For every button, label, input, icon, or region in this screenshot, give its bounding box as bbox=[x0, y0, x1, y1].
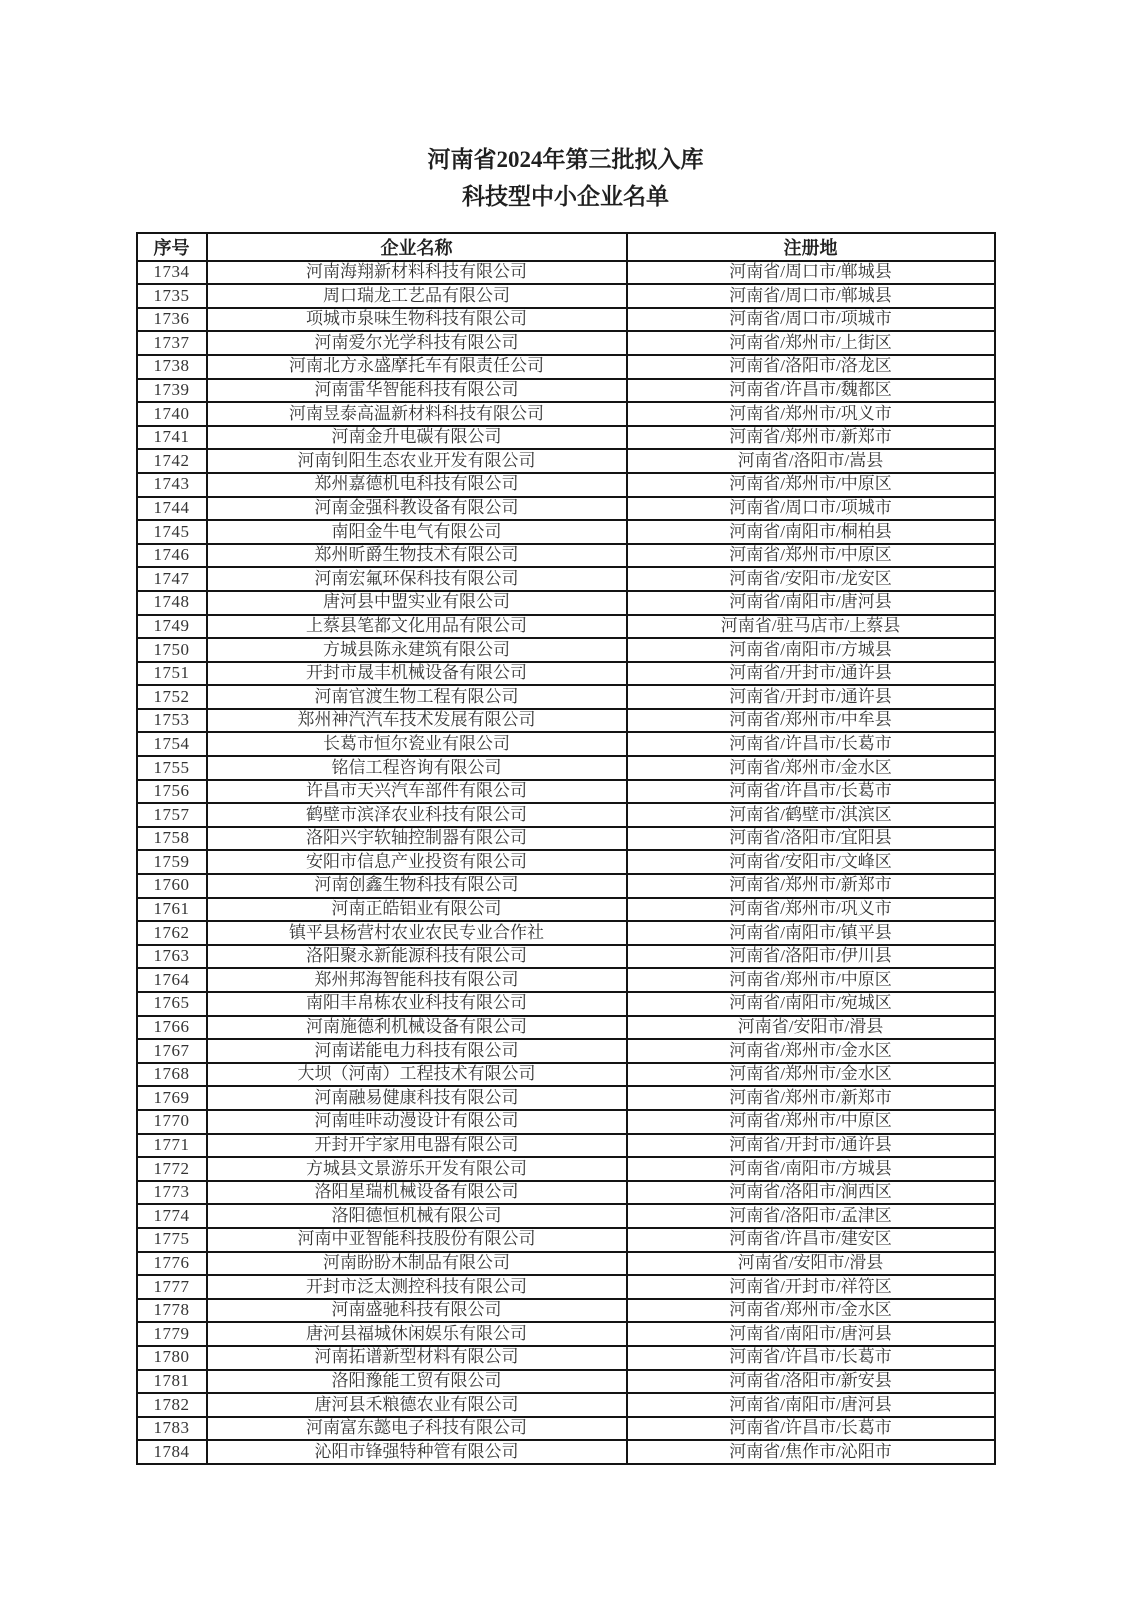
cell-region: 河南省/郑州市/中原区 bbox=[627, 968, 995, 992]
table-row bbox=[137, 1204, 995, 1228]
cell-region: 河南省/郑州市/中原区 bbox=[627, 1110, 995, 1134]
cell-company-name: 南阳丰帛栋农业科技有限公司 bbox=[207, 992, 627, 1016]
cell-region: 河南省/洛阳市/洛龙区 bbox=[627, 355, 995, 379]
cell-serial: 1764 bbox=[137, 968, 207, 992]
cell-region: 河南省/安阳市/滑县 bbox=[627, 1016, 995, 1040]
cell-serial: 1774 bbox=[137, 1204, 207, 1228]
document-title-line2: 科技型中小企业名单 bbox=[462, 183, 669, 209]
table-row bbox=[137, 1063, 995, 1087]
cell-company-name: 大坝（河南）工程技术有限公司 bbox=[207, 1063, 627, 1087]
cell-company-name: 洛阳兴宇软轴控制器有限公司 bbox=[207, 827, 627, 851]
cell-serial: 1748 bbox=[137, 591, 207, 615]
cell-serial: 1766 bbox=[137, 1016, 207, 1040]
cell-region: 河南省/安阳市/文峰区 bbox=[627, 850, 995, 874]
cell-company-name: 洛阳豫能工贸有限公司 bbox=[207, 1370, 627, 1394]
cell-company-name: 唐河县禾粮德农业有限公司 bbox=[207, 1393, 627, 1417]
cell-region: 河南省/南阳市/镇平县 bbox=[627, 921, 995, 945]
cell-region: 河南省/鹤壁市/淇滨区 bbox=[627, 803, 995, 827]
cell-region: 河南省/许昌市/长葛市 bbox=[627, 780, 995, 804]
cell-serial: 1768 bbox=[137, 1063, 207, 1087]
cell-region: 河南省/南阳市/方城县 bbox=[627, 638, 995, 662]
table-row bbox=[137, 638, 995, 662]
cell-region: 河南省/南阳市/唐河县 bbox=[627, 1393, 995, 1417]
cell-region: 河南省/周口市/项城市 bbox=[627, 497, 995, 521]
cell-region: 河南省/郑州市/巩义市 bbox=[627, 898, 995, 922]
table-row bbox=[137, 850, 995, 874]
cell-serial: 1755 bbox=[137, 756, 207, 780]
cell-serial: 1771 bbox=[137, 1134, 207, 1158]
table-row bbox=[137, 1228, 995, 1252]
cell-serial: 1749 bbox=[137, 615, 207, 639]
table-row bbox=[137, 355, 995, 379]
cell-company-name: 河南金升电碳有限公司 bbox=[207, 426, 627, 450]
cell-region: 河南省/郑州市/新郑市 bbox=[627, 1086, 995, 1110]
cell-company-name: 开封市晟丰机械设备有限公司 bbox=[207, 662, 627, 686]
cell-serial: 1742 bbox=[137, 449, 207, 473]
table-row bbox=[137, 1346, 995, 1370]
table-row bbox=[137, 331, 995, 355]
cell-region: 河南省/郑州市/金水区 bbox=[627, 1299, 995, 1323]
table-header-row bbox=[137, 233, 995, 261]
cell-region: 河南省/郑州市/中原区 bbox=[627, 473, 995, 497]
cell-company-name: 河南诺能电力科技有限公司 bbox=[207, 1039, 627, 1063]
cell-company-name: 洛阳星瑞机械设备有限公司 bbox=[207, 1181, 627, 1205]
table-row bbox=[137, 1134, 995, 1158]
cell-serial: 1735 bbox=[137, 284, 207, 308]
cell-region: 河南省/郑州市/新郑市 bbox=[627, 874, 995, 898]
table-row bbox=[137, 1181, 995, 1205]
table-row bbox=[137, 497, 995, 521]
cell-serial: 1767 bbox=[137, 1039, 207, 1063]
cell-company-name: 河南海翔新材料科技有限公司 bbox=[207, 261, 627, 285]
table-row bbox=[137, 402, 995, 426]
cell-serial: 1739 bbox=[137, 379, 207, 403]
cell-company-name: 河南雷华智能科技有限公司 bbox=[207, 379, 627, 403]
table-row bbox=[137, 662, 995, 686]
table-row bbox=[137, 1016, 995, 1040]
cell-region: 河南省/郑州市/新郑市 bbox=[627, 426, 995, 450]
cell-company-name: 沁阳市锋强特种管有限公司 bbox=[207, 1440, 627, 1464]
cell-region: 河南省/洛阳市/伊川县 bbox=[627, 945, 995, 969]
cell-serial: 1760 bbox=[137, 874, 207, 898]
table-row bbox=[137, 1440, 995, 1464]
cell-serial: 1776 bbox=[137, 1252, 207, 1276]
cell-company-name: 河南钊阳生态农业开发有限公司 bbox=[207, 449, 627, 473]
company-table bbox=[136, 232, 996, 1465]
cell-company-name: 郑州嘉德机电科技有限公司 bbox=[207, 473, 627, 497]
cell-company-name: 开封市泛太测控科技有限公司 bbox=[207, 1275, 627, 1299]
cell-serial: 1780 bbox=[137, 1346, 207, 1370]
table-row bbox=[137, 1086, 995, 1110]
cell-serial: 1765 bbox=[137, 992, 207, 1016]
cell-region: 河南省/郑州市/巩义市 bbox=[627, 402, 995, 426]
cell-region: 河南省/郑州市/金水区 bbox=[627, 1063, 995, 1087]
table-row bbox=[137, 379, 995, 403]
cell-region: 河南省/开封市/通许县 bbox=[627, 662, 995, 686]
cell-company-name: 河南哇咔动漫设计有限公司 bbox=[207, 1110, 627, 1134]
cell-serial: 1736 bbox=[137, 308, 207, 332]
table-row bbox=[137, 1157, 995, 1181]
table-row bbox=[137, 284, 995, 308]
table-row bbox=[137, 874, 995, 898]
cell-company-name: 河南昱泰高温新材料科技有限公司 bbox=[207, 402, 627, 426]
cell-region: 河南省/许昌市/长葛市 bbox=[627, 732, 995, 756]
cell-serial: 1740 bbox=[137, 402, 207, 426]
cell-serial: 1734 bbox=[137, 261, 207, 285]
document-title bbox=[0, 142, 1131, 216]
cell-company-name: 唐河县福城休闲娱乐有限公司 bbox=[207, 1322, 627, 1346]
cell-company-name: 铭信工程咨询有限公司 bbox=[207, 756, 627, 780]
cell-company-name: 郑州邦海智能科技有限公司 bbox=[207, 968, 627, 992]
cell-region: 河南省/驻马店市/上蔡县 bbox=[627, 615, 995, 639]
cell-region: 河南省/洛阳市/宜阳县 bbox=[627, 827, 995, 851]
table-row bbox=[137, 1322, 995, 1346]
cell-region: 河南省/开封市/通许县 bbox=[627, 685, 995, 709]
cell-company-name: 河南中亚智能科技股份有限公司 bbox=[207, 1228, 627, 1252]
cell-company-name: 许昌市天兴汽车部件有限公司 bbox=[207, 780, 627, 804]
cell-serial: 1763 bbox=[137, 945, 207, 969]
cell-company-name: 方城县文景游乐开发有限公司 bbox=[207, 1157, 627, 1181]
table-row bbox=[137, 968, 995, 992]
header-company-name: 企业名称 bbox=[207, 233, 627, 261]
table-row bbox=[137, 1252, 995, 1276]
table-row bbox=[137, 1110, 995, 1134]
table-row bbox=[137, 803, 995, 827]
table-row bbox=[137, 1370, 995, 1394]
header-region: 注册地 bbox=[627, 233, 995, 261]
table-row bbox=[137, 1393, 995, 1417]
cell-serial: 1784 bbox=[137, 1440, 207, 1464]
cell-serial: 1779 bbox=[137, 1322, 207, 1346]
cell-serial: 1778 bbox=[137, 1299, 207, 1323]
cell-company-name: 洛阳德恒机械有限公司 bbox=[207, 1204, 627, 1228]
cell-region: 河南省/安阳市/龙安区 bbox=[627, 567, 995, 591]
table-row bbox=[137, 591, 995, 615]
table-row bbox=[137, 449, 995, 473]
cell-company-name: 河南创鑫生物科技有限公司 bbox=[207, 874, 627, 898]
table-row bbox=[137, 426, 995, 450]
cell-company-name: 河南官渡生物工程有限公司 bbox=[207, 685, 627, 709]
cell-region: 河南省/周口市/郸城县 bbox=[627, 284, 995, 308]
cell-company-name: 唐河县中盟实业有限公司 bbox=[207, 591, 627, 615]
table-row bbox=[137, 898, 995, 922]
cell-serial: 1758 bbox=[137, 827, 207, 851]
cell-company-name: 开封开宇家用电器有限公司 bbox=[207, 1134, 627, 1158]
cell-serial: 1756 bbox=[137, 780, 207, 804]
cell-serial: 1775 bbox=[137, 1228, 207, 1252]
cell-serial: 1746 bbox=[137, 544, 207, 568]
cell-serial: 1750 bbox=[137, 638, 207, 662]
cell-company-name: 河南拓谱新型材料有限公司 bbox=[207, 1346, 627, 1370]
cell-serial: 1772 bbox=[137, 1157, 207, 1181]
table-row bbox=[137, 1417, 995, 1441]
cell-region: 河南省/洛阳市/嵩县 bbox=[627, 449, 995, 473]
cell-serial: 1770 bbox=[137, 1110, 207, 1134]
cell-company-name: 河南金强科教设备有限公司 bbox=[207, 497, 627, 521]
table-body bbox=[137, 261, 995, 1464]
cell-serial: 1751 bbox=[137, 662, 207, 686]
cell-serial: 1781 bbox=[137, 1370, 207, 1394]
cell-serial: 1744 bbox=[137, 497, 207, 521]
cell-serial: 1752 bbox=[137, 685, 207, 709]
cell-region: 河南省/许昌市/长葛市 bbox=[627, 1346, 995, 1370]
cell-company-name: 河南正皓铝业有限公司 bbox=[207, 898, 627, 922]
table-row bbox=[137, 709, 995, 733]
cell-region: 河南省/许昌市/建安区 bbox=[627, 1228, 995, 1252]
cell-region: 河南省/洛阳市/孟津区 bbox=[627, 1204, 995, 1228]
table-row bbox=[137, 732, 995, 756]
cell-company-name: 安阳市信息产业投资有限公司 bbox=[207, 850, 627, 874]
cell-region: 河南省/南阳市/宛城区 bbox=[627, 992, 995, 1016]
cell-serial: 1759 bbox=[137, 850, 207, 874]
cell-serial: 1753 bbox=[137, 709, 207, 733]
table-row bbox=[137, 945, 995, 969]
cell-company-name: 镇平县杨营村农业农民专业合作社 bbox=[207, 921, 627, 945]
cell-company-name: 上蔡县笔都文化用品有限公司 bbox=[207, 615, 627, 639]
table-row bbox=[137, 261, 995, 285]
cell-region: 河南省/开封市/祥符区 bbox=[627, 1275, 995, 1299]
cell-serial: 1762 bbox=[137, 921, 207, 945]
cell-region: 河南省/郑州市/中牟县 bbox=[627, 709, 995, 733]
cell-serial: 1747 bbox=[137, 567, 207, 591]
cell-region: 河南省/开封市/通许县 bbox=[627, 1134, 995, 1158]
cell-company-name: 河南施德利机械设备有限公司 bbox=[207, 1016, 627, 1040]
cell-region: 河南省/安阳市/滑县 bbox=[627, 1252, 995, 1276]
table-row bbox=[137, 1299, 995, 1323]
cell-region: 河南省/南阳市/唐河县 bbox=[627, 1322, 995, 1346]
cell-region: 河南省/周口市/项城市 bbox=[627, 308, 995, 332]
cell-serial: 1745 bbox=[137, 520, 207, 544]
table-row bbox=[137, 1039, 995, 1063]
cell-region: 河南省/南阳市/桐柏县 bbox=[627, 520, 995, 544]
table-row bbox=[137, 827, 995, 851]
table-row bbox=[137, 756, 995, 780]
cell-serial: 1738 bbox=[137, 355, 207, 379]
cell-company-name: 河南爱尔光学科技有限公司 bbox=[207, 331, 627, 355]
cell-serial: 1782 bbox=[137, 1393, 207, 1417]
cell-serial: 1741 bbox=[137, 426, 207, 450]
cell-company-name: 郑州昕爵生物技术有限公司 bbox=[207, 544, 627, 568]
cell-company-name: 河南北方永盛摩托车有限责任公司 bbox=[207, 355, 627, 379]
table-row bbox=[137, 473, 995, 497]
cell-region: 河南省/焦作市/沁阳市 bbox=[627, 1440, 995, 1464]
cell-company-name: 周口瑞龙工艺品有限公司 bbox=[207, 284, 627, 308]
cell-serial: 1757 bbox=[137, 803, 207, 827]
cell-company-name: 河南宏氟环保科技有限公司 bbox=[207, 567, 627, 591]
table-row bbox=[137, 520, 995, 544]
table-row bbox=[137, 780, 995, 804]
cell-serial: 1761 bbox=[137, 898, 207, 922]
cell-region: 河南省/洛阳市/涧西区 bbox=[627, 1181, 995, 1205]
cell-region: 河南省/郑州市/上街区 bbox=[627, 331, 995, 355]
cell-region: 河南省/许昌市/长葛市 bbox=[627, 1417, 995, 1441]
table-row bbox=[137, 544, 995, 568]
cell-serial: 1777 bbox=[137, 1275, 207, 1299]
cell-company-name: 南阳金牛电气有限公司 bbox=[207, 520, 627, 544]
cell-serial: 1743 bbox=[137, 473, 207, 497]
cell-company-name: 河南融易健康科技有限公司 bbox=[207, 1086, 627, 1110]
table-header bbox=[137, 233, 995, 261]
cell-serial: 1773 bbox=[137, 1181, 207, 1205]
cell-serial: 1737 bbox=[137, 331, 207, 355]
table-row bbox=[137, 921, 995, 945]
cell-region: 河南省/郑州市/金水区 bbox=[627, 1039, 995, 1063]
document-title-line1: 河南省2024年第三批拟入库 bbox=[427, 147, 704, 172]
cell-company-name: 郑州神汽汽车技术发展有限公司 bbox=[207, 709, 627, 733]
cell-serial: 1754 bbox=[137, 732, 207, 756]
cell-region: 河南省/南阳市/唐河县 bbox=[627, 591, 995, 615]
table-row bbox=[137, 567, 995, 591]
cell-region: 河南省/南阳市/方城县 bbox=[627, 1157, 995, 1181]
table-row bbox=[137, 685, 995, 709]
cell-region: 河南省/郑州市/中原区 bbox=[627, 544, 995, 568]
cell-company-name: 洛阳聚永新能源科技有限公司 bbox=[207, 945, 627, 969]
cell-company-name: 方城县陈永建筑有限公司 bbox=[207, 638, 627, 662]
cell-company-name: 长葛市恒尔瓷业有限公司 bbox=[207, 732, 627, 756]
table-row bbox=[137, 1275, 995, 1299]
table-row bbox=[137, 308, 995, 332]
cell-serial: 1783 bbox=[137, 1417, 207, 1441]
cell-region: 河南省/洛阳市/新安县 bbox=[627, 1370, 995, 1394]
cell-company-name: 鹤壁市滨泽农业科技有限公司 bbox=[207, 803, 627, 827]
cell-region: 河南省/周口市/郸城县 bbox=[627, 261, 995, 285]
header-serial: 序号 bbox=[137, 233, 207, 261]
cell-company-name: 河南盼盼木制品有限公司 bbox=[207, 1252, 627, 1276]
cell-company-name: 河南富东懿电子科技有限公司 bbox=[207, 1417, 627, 1441]
cell-serial: 1769 bbox=[137, 1086, 207, 1110]
table-row bbox=[137, 615, 995, 639]
cell-region: 河南省/郑州市/金水区 bbox=[627, 756, 995, 780]
cell-company-name: 项城市泉味生物科技有限公司 bbox=[207, 308, 627, 332]
cell-company-name: 河南盛驰科技有限公司 bbox=[207, 1299, 627, 1323]
table-row bbox=[137, 992, 995, 1016]
cell-region: 河南省/许昌市/魏都区 bbox=[627, 379, 995, 403]
